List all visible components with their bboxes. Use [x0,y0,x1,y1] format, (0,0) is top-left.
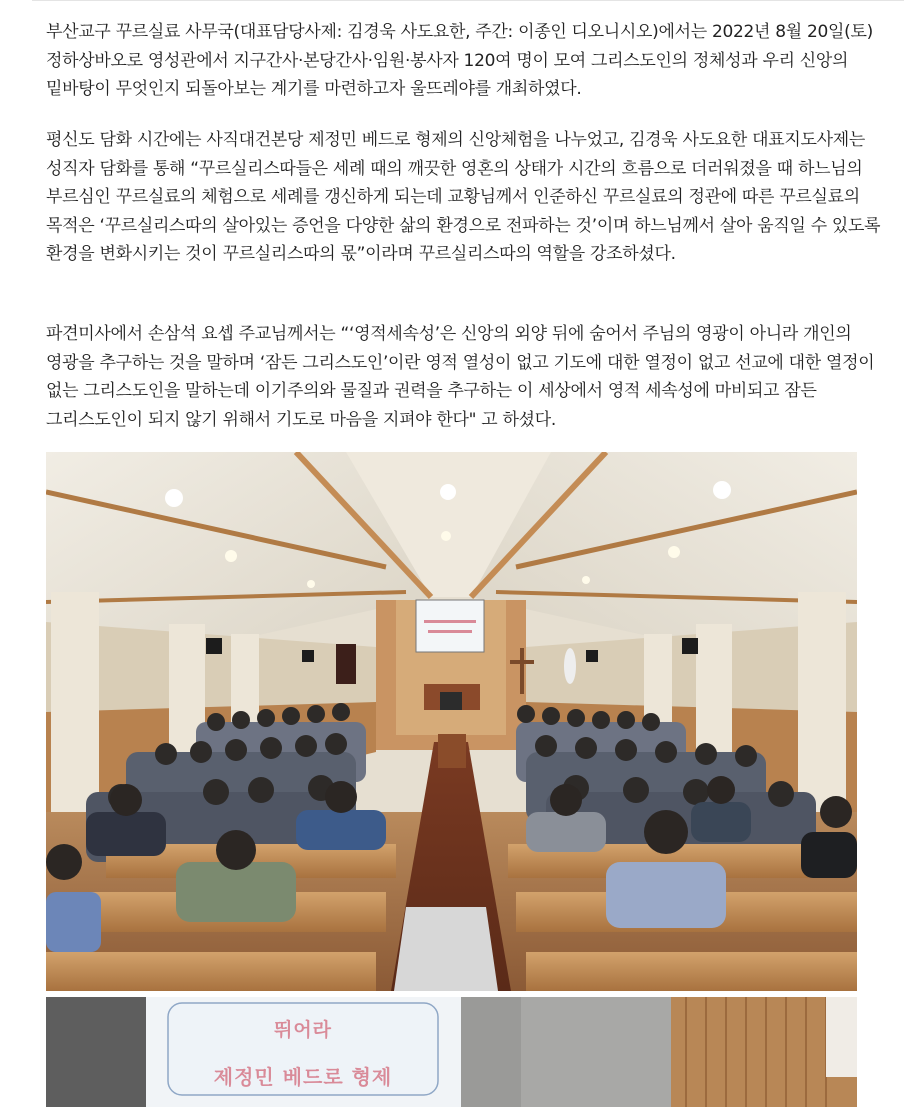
top-divider [32,0,904,1]
article-paragraph-1: 부산교구 꾸르실료 사무국(대표담당사제: 김경욱 사도요한, 주간: 이종인 디오니시오)에서는 2022년 8월 20일(토) 정하상바오로 영성관에서 지구간사·본당간사·임원·봉사자 120여 명이 모여 그리스도인의 정체성과 우리 신앙의 밑바탕이 무엇인지 되돌아보는 계기를 마련하고자 울뜨레야를 개최하였다. [46,22,873,100]
article-paragraph-3: 파견미사에서 손삼석 요셉 주교님께서는 “‘영적세속성’은 신앙의 외양 뒤에 숨어서 주님의 영광이 아니라 개인의 영광을 추구하는 것을 말하며 ‘잠든 그리스도인’이란 영적 열성이 없고 기도에 대한 열정이 없고 선교에 대한 열정이 없는 그리스도인을 말하는데 이기주의와 물질과 권력을 추구하는 이 세상에서 영적 세속성에 마비되고 잠든 그리스도인이 되지 않기 위해서 기도로 마음을 지펴야 한다" 고 하셨다. [46,324,875,430]
article-paragraph-2: 평신도 담화 시간에는 사직대건본당 제정민 베드로 형제의 신앙체험을 나누었고, 김경욱 사도요한 대표지도사제는 성직자 담화를 통해 “꾸르실리스따들은 세례 때의 깨끗한 영혼의 상태가 시간의 흐름으로 더러워졌을 때 하느님의 부르심인 꾸르실료의 체험으로 세례를 갱신하게 되는데 교황님께서 인준하신 꾸르실료의 정관에 따른 꾸르실료의 목적은 ‘꾸르실리스따의 살아있는 증언을 다양한 삶의 환경으로 전파하는 것’이며 하느님께서 살아 움직일 수 있도록 환경을 변화시키는 것이 꾸르실리스따의 몫”이라며 꾸르실리스따의 역할을 강조하셨다. [46,130,881,265]
assembly-hall-illustration [46,452,857,991]
article-body [46,18,894,435]
event-photo-assembly-hall[interactable] [46,452,857,991]
screen-slide-title: 뛰어라 [273,1019,333,1041]
projection-screen-illustration [46,997,857,1107]
event-photo-projection-screen[interactable] [46,997,857,1107]
screen-slide-subtitle: 제정민 베드로 형제 [213,1065,393,1089]
